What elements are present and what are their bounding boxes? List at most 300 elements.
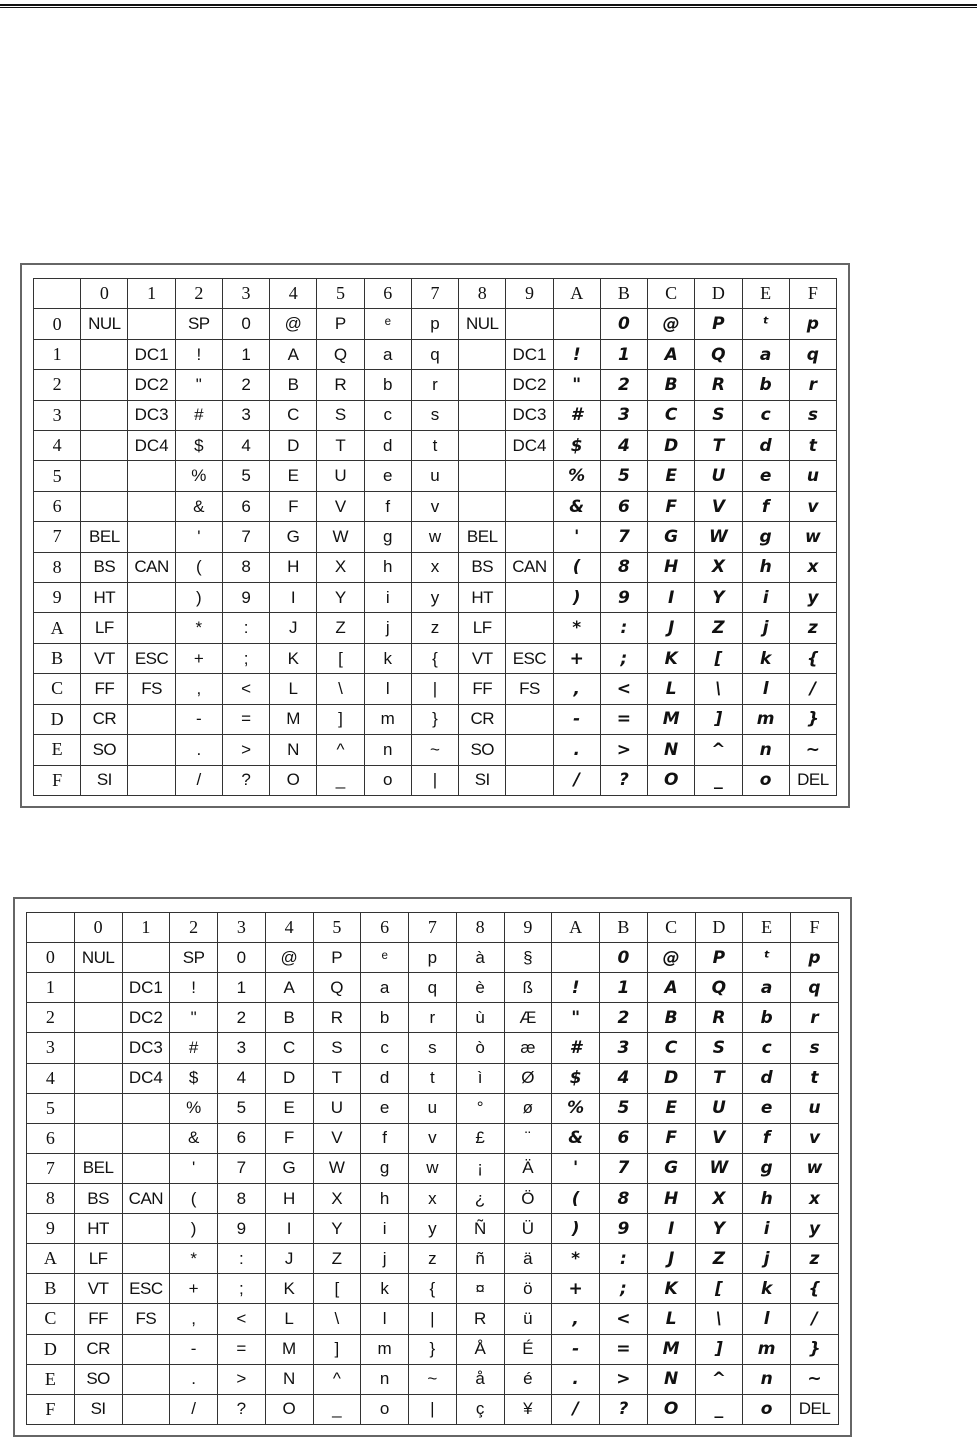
table-row [27, 1274, 839, 1304]
code-cell [506, 704, 553, 734]
code-cell: ' [175, 522, 222, 552]
row-header: A [34, 613, 81, 643]
code-cell: X [695, 552, 742, 582]
code-cell: & [552, 1123, 600, 1153]
row-header: 1 [34, 339, 81, 369]
code-cell: " [175, 370, 222, 400]
code-cell: § [504, 943, 552, 973]
code-cell: f [364, 491, 411, 521]
code-cell: e [361, 1093, 409, 1123]
code-cell: | [411, 674, 458, 704]
column-header: 6 [361, 913, 409, 943]
code-cell: 7 [600, 1153, 648, 1183]
code-cell: Å [456, 1334, 504, 1364]
row-header: A [27, 1244, 75, 1274]
code-cell: è [456, 973, 504, 1003]
code-cell: 3 [218, 1033, 266, 1063]
code-cell: S [695, 400, 742, 430]
column-header: 2 [175, 279, 222, 309]
code-cell: : [222, 613, 269, 643]
code-cell [122, 1394, 170, 1424]
row-header: D [34, 704, 81, 734]
code-cell: LF [81, 613, 128, 643]
row-header: 1 [27, 973, 75, 1003]
code-cell: - [552, 1334, 600, 1364]
code-cell: [ [695, 1274, 743, 1304]
code-cell: : [218, 1244, 266, 1274]
code-cell: æ [504, 1033, 552, 1063]
code-cell: E [648, 461, 695, 491]
code-cell: DC2 [506, 370, 553, 400]
code-cell: x [789, 552, 836, 582]
code-cell: ESC [128, 643, 175, 673]
code-cell: ° [456, 1093, 504, 1123]
column-header: 3 [222, 279, 269, 309]
code-cell: 9 [222, 583, 269, 613]
code-cell [459, 400, 506, 430]
row-header: 4 [27, 1063, 75, 1093]
code-cell: ¨ [504, 1123, 552, 1153]
code-cell: [ [695, 643, 742, 673]
table-row [34, 765, 837, 796]
code-cell: y [789, 583, 836, 613]
code-cell [74, 1093, 122, 1123]
code-cell [122, 1093, 170, 1123]
code-cell: k [361, 1274, 409, 1304]
table-row [27, 1304, 839, 1334]
code-cell: v [791, 1123, 839, 1153]
code-cell: P [317, 309, 364, 339]
row-header: 7 [34, 522, 81, 552]
code-cell: A [647, 973, 695, 1003]
code-cell [128, 613, 175, 643]
code-cell: BS [74, 1183, 122, 1213]
code-cell: G [647, 1153, 695, 1183]
code-cell: ESC [506, 643, 553, 673]
code-cell: r [409, 1003, 457, 1033]
code-cell: BS [459, 552, 506, 582]
code-cell: - [170, 1334, 218, 1364]
table-row [27, 1183, 839, 1213]
code-cell: Z [695, 1244, 743, 1274]
code-cell: d [361, 1063, 409, 1093]
code-cell: } [409, 1334, 457, 1364]
code-cell: O [648, 765, 695, 796]
code-cell: LF [74, 1244, 122, 1274]
code-cell: ~ [791, 1364, 839, 1394]
code-cell: 4 [218, 1063, 266, 1093]
code-cell: r [411, 370, 458, 400]
code-cell: | [411, 765, 458, 796]
code-cell: 4 [600, 431, 647, 461]
code-cell: , [553, 674, 600, 704]
code-cell: V [695, 491, 742, 521]
column-header: 8 [459, 279, 506, 309]
code-cell: j [364, 613, 411, 643]
table-row [27, 1003, 839, 1033]
code-cell: y [791, 1214, 839, 1244]
code-cell: [ [313, 1274, 361, 1304]
code-cell: u [791, 1093, 839, 1123]
code-cell: W [317, 522, 364, 552]
column-header: 9 [504, 913, 552, 943]
code-cell [128, 491, 175, 521]
code-cell [81, 461, 128, 491]
code-cell: # [175, 400, 222, 430]
code-cell: M [270, 704, 317, 734]
code-cell: T [695, 1063, 743, 1093]
code-cell [81, 370, 128, 400]
code-cell: B [647, 1003, 695, 1033]
code-cell: m [743, 1334, 791, 1364]
code-cell: BS [81, 552, 128, 582]
code-cell [459, 339, 506, 369]
code-cell: £ [456, 1123, 504, 1153]
code-cell: * [175, 613, 222, 643]
code-cell: > [600, 1364, 648, 1394]
table-row [34, 613, 837, 643]
code-cell: 2 [600, 1003, 648, 1033]
corner-cell [34, 279, 81, 309]
code-cell: 3 [600, 400, 647, 430]
code-cell: DC3 [506, 400, 553, 430]
code-cell: m [364, 704, 411, 734]
column-header: A [552, 913, 600, 943]
row-header: F [27, 1394, 75, 1424]
column-header: E [742, 279, 789, 309]
code-cell: c [361, 1033, 409, 1063]
code-cell: ß [504, 973, 552, 1003]
code-cell: BEL [81, 522, 128, 552]
code-cell: 1 [600, 973, 648, 1003]
code-cell [74, 1003, 122, 1033]
code-cell: ø [504, 1093, 552, 1123]
code-cell [459, 461, 506, 491]
code-cell: + [553, 643, 600, 673]
table-row [34, 400, 837, 430]
code-cell: p [411, 309, 458, 339]
column-header: 0 [74, 913, 122, 943]
code-cell: u [789, 461, 836, 491]
row-header: 2 [27, 1003, 75, 1033]
code-cell: { [409, 1274, 457, 1304]
column-header: C [647, 913, 695, 943]
code-cell: n [742, 735, 789, 765]
code-cell: / [789, 674, 836, 704]
code-cell [459, 370, 506, 400]
code-cell: Z [695, 613, 742, 643]
code-cell: R [456, 1304, 504, 1334]
code-cell: ? [218, 1394, 266, 1424]
code-cell: k [743, 1274, 791, 1304]
code-cell: l [742, 674, 789, 704]
code-cell: Z [313, 1244, 361, 1274]
code-cell: NUL [74, 943, 122, 973]
code-cell: h [364, 552, 411, 582]
code-cell: ' [552, 1153, 600, 1183]
row-header: 3 [34, 400, 81, 430]
table-row [34, 583, 837, 613]
code-cell: r [789, 370, 836, 400]
code-cell [459, 491, 506, 521]
column-header: 9 [506, 279, 553, 309]
code-cell [128, 735, 175, 765]
code-cell: ù [456, 1003, 504, 1033]
code-cell: ~ [789, 735, 836, 765]
code-cell: i [361, 1214, 409, 1244]
code-cell: B [648, 370, 695, 400]
code-cell [459, 431, 506, 461]
code-cell: ESC [122, 1274, 170, 1304]
code-cell: J [648, 613, 695, 643]
code-cell: w [789, 522, 836, 552]
row-header: 6 [27, 1123, 75, 1153]
code-cell [81, 400, 128, 430]
code-cell: w [791, 1153, 839, 1183]
code-cell: < [600, 1304, 648, 1334]
code-cell: g [743, 1153, 791, 1183]
code-cell: } [791, 1334, 839, 1364]
column-header: F [791, 913, 839, 943]
code-cell: 3 [222, 400, 269, 430]
table-row [27, 1123, 839, 1153]
code-cell [506, 583, 553, 613]
code-cell: f [743, 1123, 791, 1153]
code-cell: P [695, 309, 742, 339]
code-cell: p [409, 943, 457, 973]
code-cell: $ [552, 1063, 600, 1093]
code-cell: G [265, 1153, 313, 1183]
code-cell: ? [222, 765, 269, 796]
table-row [27, 1394, 839, 1424]
row-header: E [34, 735, 81, 765]
row-header: 0 [27, 943, 75, 973]
code-cell: J [265, 1244, 313, 1274]
code-cell: \ [695, 1304, 743, 1334]
code-cell: Q [695, 339, 742, 369]
code-cell: ? [600, 765, 647, 796]
code-cell: U [695, 1093, 743, 1123]
code-cell: G [270, 522, 317, 552]
table-row [34, 461, 837, 491]
code-cell: J [270, 613, 317, 643]
code-cell: e [364, 461, 411, 491]
code-cell: Z [317, 613, 364, 643]
code-cell: @ [648, 309, 695, 339]
code-cell: 4 [600, 1063, 648, 1093]
table-row [34, 339, 837, 369]
code-cell: & [170, 1123, 218, 1153]
code-cell [128, 704, 175, 734]
code-cell: K [647, 1274, 695, 1304]
code-cell: ~ [411, 735, 458, 765]
code-cell: DC2 [122, 1003, 170, 1033]
code-cell: g [364, 522, 411, 552]
code-cell: ; [222, 643, 269, 673]
code-cell: W [695, 1153, 743, 1183]
code-cell: 6 [600, 1123, 648, 1153]
code-cell: u [409, 1093, 457, 1123]
code-cell: D [648, 431, 695, 461]
code-cell: ( [552, 1183, 600, 1213]
code-cell [506, 735, 553, 765]
code-cell: U [313, 1093, 361, 1123]
table-row [27, 1093, 839, 1123]
code-cell: 6 [600, 491, 647, 521]
code-cell: CR [74, 1334, 122, 1364]
code-cell: * [170, 1244, 218, 1274]
code-cell: t [791, 1063, 839, 1093]
code-cell: CAN [128, 552, 175, 582]
code-cell [506, 613, 553, 643]
code-cell: s [791, 1033, 839, 1063]
code-cell: é [504, 1364, 552, 1394]
row-header: F [34, 765, 81, 796]
code-cell: k [364, 643, 411, 673]
code-cell: T [317, 431, 364, 461]
code-cell: W [313, 1153, 361, 1183]
code-cell: SI [81, 765, 128, 796]
column-header: 2 [170, 913, 218, 943]
code-cell: BEL [459, 522, 506, 552]
code-cell: HT [459, 583, 506, 613]
code-cell: } [789, 704, 836, 734]
code-cell: % [552, 1093, 600, 1123]
code-cell: VT [81, 643, 128, 673]
code-cell: 2 [600, 370, 647, 400]
code-cell: m [742, 704, 789, 734]
code-cell [122, 1153, 170, 1183]
code-cell [506, 491, 553, 521]
code-cell: CR [81, 704, 128, 734]
code-cell: Y [317, 583, 364, 613]
code-cell: & [175, 491, 222, 521]
code-cell: % [170, 1093, 218, 1123]
column-header: 5 [317, 279, 364, 309]
code-cell: SO [459, 735, 506, 765]
code-cell: / [553, 765, 600, 796]
table-row [34, 643, 837, 673]
code-cell: w [411, 522, 458, 552]
code-cell: 2 [218, 1003, 266, 1033]
table-row [34, 552, 837, 582]
code-cell: E [265, 1093, 313, 1123]
code-cell: DEL [789, 765, 836, 796]
code-cell [122, 1364, 170, 1394]
row-header: 6 [34, 491, 81, 521]
column-header: 0 [81, 279, 128, 309]
code-cell [506, 522, 553, 552]
corner-cell [27, 913, 75, 943]
code-cell: > [218, 1364, 266, 1394]
code-cell: < [222, 674, 269, 704]
code-cell: v [789, 491, 836, 521]
code-cell: SI [459, 765, 506, 796]
code-cell: , [552, 1304, 600, 1334]
code-cell: ( [175, 552, 222, 582]
code-cell: ( [553, 552, 600, 582]
code-cell: C [270, 400, 317, 430]
code-cell: C [648, 400, 695, 430]
code-cell: * [553, 613, 600, 643]
row-header: 0 [34, 309, 81, 339]
code-cell: q [409, 973, 457, 1003]
code-cell: BEL [74, 1153, 122, 1183]
code-cell: " [170, 1003, 218, 1033]
code-cell: S [317, 400, 364, 430]
code-cell: " [552, 1003, 600, 1033]
code-cell: ¿ [456, 1183, 504, 1213]
code-cell: ! [552, 973, 600, 1003]
code-cell: T [313, 1063, 361, 1093]
code-cell [552, 943, 600, 973]
row-header: D [27, 1334, 75, 1364]
code-cell: { [411, 643, 458, 673]
table-row [27, 1063, 839, 1093]
code-cell: f [742, 491, 789, 521]
column-header: 3 [218, 913, 266, 943]
code-cell: VT [459, 643, 506, 673]
code-cell: y [409, 1214, 457, 1244]
code-cell: H [647, 1183, 695, 1213]
code-cell: ö [504, 1274, 552, 1304]
code-cell: $ [170, 1063, 218, 1093]
code-cell [506, 461, 553, 491]
header-rule [0, 4, 977, 8]
code-cell [122, 1214, 170, 1244]
code-cell [506, 309, 553, 339]
code-cell: ] [313, 1334, 361, 1364]
code-cell: # [552, 1033, 600, 1063]
code-cell: 7 [222, 522, 269, 552]
table-row [34, 370, 837, 400]
code-cell: É [504, 1334, 552, 1364]
code-cell: O [265, 1394, 313, 1424]
code-cell: ᵗ [743, 943, 791, 973]
code-cell: ¤ [456, 1274, 504, 1304]
code-cell: FF [459, 674, 506, 704]
code-cell: X [317, 552, 364, 582]
row-header: 3 [27, 1033, 75, 1063]
code-cell: DC1 [506, 339, 553, 369]
code-cell: z [791, 1244, 839, 1274]
column-header: 5 [313, 913, 361, 943]
code-cell: : [600, 1244, 648, 1274]
code-cell: ¡ [456, 1153, 504, 1183]
code-cell: h [743, 1183, 791, 1213]
code-cell: DC4 [122, 1063, 170, 1093]
row-header: 9 [27, 1214, 75, 1244]
column-header: B [600, 913, 648, 943]
code-cell: g [361, 1153, 409, 1183]
code-cell: V [317, 491, 364, 521]
code-cell: H [648, 552, 695, 582]
code-cell: R [313, 1003, 361, 1033]
column-header: A [553, 279, 600, 309]
code-cell: ᵉ [364, 309, 411, 339]
code-cell: N [648, 735, 695, 765]
code-cell: FF [81, 674, 128, 704]
code-cell: t [789, 431, 836, 461]
code-cell: z [409, 1244, 457, 1274]
code-cell [81, 491, 128, 521]
row-header: C [34, 674, 81, 704]
code-cell: ! [175, 339, 222, 369]
code-cell: 8 [600, 552, 647, 582]
code-cell: w [409, 1153, 457, 1183]
code-cell: 5 [218, 1093, 266, 1123]
code-cell: f [361, 1123, 409, 1153]
